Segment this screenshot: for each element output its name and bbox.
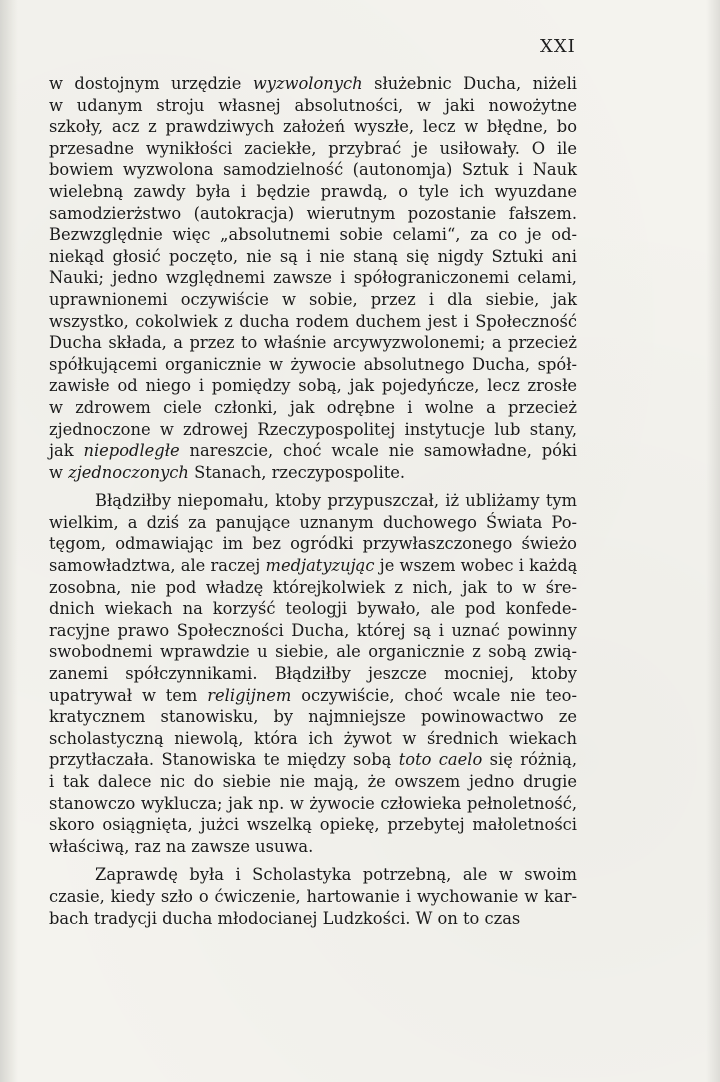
text-line: bach tradycji ducha młodocianej Ludzkości. W on to czas <box>49 908 521 928</box>
text-line: w udanym stroju własnej absolutności, w jaki nowożytne <box>49 95 577 115</box>
text-line: zawisłe od niego i pomiędzy sobą, jak pojedyńcze, lecz zrosłe <box>49 376 577 396</box>
body-text <box>49 73 577 929</box>
text-line: spółkującemi organicznie w żywocie absolutnego Ducha, spół- <box>49 354 577 374</box>
page-edge-shadow-left <box>0 0 18 1082</box>
text-line: Nauki; jedno względnemi zawsze i spółograniczonemi celami, <box>49 268 577 288</box>
paragraph-gap <box>49 857 577 864</box>
text-line: niekąd głosić poczęto, nie są i nie staną się nigdy Sztuki ani <box>49 246 577 266</box>
text-line: tęgom, odmawiając im bez ogródki przywłaszczonego świeżo <box>49 534 577 554</box>
text-line: stanowczo wyklucza; jak np. w żywocie człowieka pełnoletność, <box>49 793 577 813</box>
text-line: w zdrowem ciele członki, jak odrębne i wolne a przecież <box>49 397 577 417</box>
text-line: upatrywał w tem religijnem oczywiście, choć wcale nie teo- <box>49 685 577 705</box>
text-line: w dostojnym urzędzie wyzwolonych służebnic Ducha, niżeli <box>49 74 577 93</box>
text-line: wielkim, a dziś za panujące uznanym duchowego Świata Po- <box>49 512 577 532</box>
italic-term: medjatyzując <box>265 556 375 576</box>
text-line: Zaprawdę była i Scholastyka potrzebną, ale w swoim <box>95 865 577 885</box>
text-line: racyjne prawo Społeczności Ducha, której są i uznać powinny <box>49 620 577 640</box>
paragraph <box>49 490 577 857</box>
text-line: swobodnemi wprawdzie u siebie, ale organicznie z sobą zwią- <box>49 642 577 662</box>
text-line: czasie, kiedy szło o ćwiczenie, hartowanie i wychowanie w kar- <box>49 886 577 906</box>
paragraph <box>49 73 577 483</box>
text-line: w zjednoczonych Stanach, rzeczypospolite. <box>49 462 406 482</box>
text-line: właściwą, raz na zawsze usuwa. <box>49 836 314 856</box>
paragraph-gap <box>49 483 577 490</box>
text-line: dnich wiekach na korzyść teologji bywało, ale pod konfede- <box>49 599 577 619</box>
paragraph <box>49 864 577 929</box>
text-line: uprawnionemi oczywiście w sobie, przez i dla siebie, jak <box>49 289 577 309</box>
text-line: bowiem wyzwolona samodzielność (autonomja) Sztuk i Nauk <box>49 160 577 180</box>
italic-term: religijnem <box>207 685 292 705</box>
text-line: i tak dalece nic do siebie nie mają, że owszem jedno drugie <box>49 772 577 791</box>
text-line: Ducha składa, a przez to właśnie arcywyzwolonemi; a przecież <box>49 333 577 353</box>
text-line: Błądziłby niepomału, ktoby przypuszczał, iż ubliżamy tym <box>95 491 577 511</box>
text-line: zanemi spółczynnikami. Błądziłby jeszcze mocniej, ktoby <box>49 664 577 684</box>
page-edge-shadow-right <box>706 0 720 1082</box>
italic-term: zjednoczonych <box>68 462 189 482</box>
text-line: przytłaczała. Stanowiska te między sobą toto caelo się różnią, <box>49 750 578 770</box>
italic-term: niepodległe <box>83 441 180 461</box>
text-line: szkoły, acz z prawdziwych założeń wyszłe, lecz w błędne, bo <box>49 117 577 137</box>
text-line: jak niepodległe nareszcie, choć wcale nie samowładne, póki <box>49 441 578 461</box>
text-line: scholastyczną niewolą, która ich żywot w średnich wiekach <box>49 728 577 748</box>
text-line: zjednoczone w zdrowej Rzeczypospolitej instytucje lub stany, <box>49 419 577 439</box>
text-line: Bezwzględnie więc „absolutnemi sobie celami“, za co je od- <box>49 225 577 245</box>
italic-term: toto caelo <box>398 750 483 770</box>
text-line: samodzierżstwo (autokracja) wierutnym pozostanie fałszem. <box>49 203 577 223</box>
text-line: przesadne wynikłości zaciekłe, przybrać je usiłowały. O ile <box>49 138 577 158</box>
text-line: zosobna, nie pod władzę którejkolwiek z nich, jak to w śre- <box>49 577 577 597</box>
text-line: samowładztwa, ale raczej medjatyzując je wszem wobec i każdą <box>49 556 578 576</box>
text-line: skoro osiągnięta, jużci wszelką opiekę, przebytej małoletności <box>49 815 577 835</box>
text-line: kratycznem stanowisku, by najmniejsze powinowactwo ze <box>49 707 577 727</box>
italic-term: wyzwolonych <box>252 74 363 93</box>
text-line: wszystko, cokolwiek z ducha rodem duchem jest i Społeczność <box>49 311 577 331</box>
text-line: wielebną zawdy była i będzie prawdą, o tyle ich wyuzdane <box>49 181 577 201</box>
page-number: XXI <box>540 36 576 57</box>
